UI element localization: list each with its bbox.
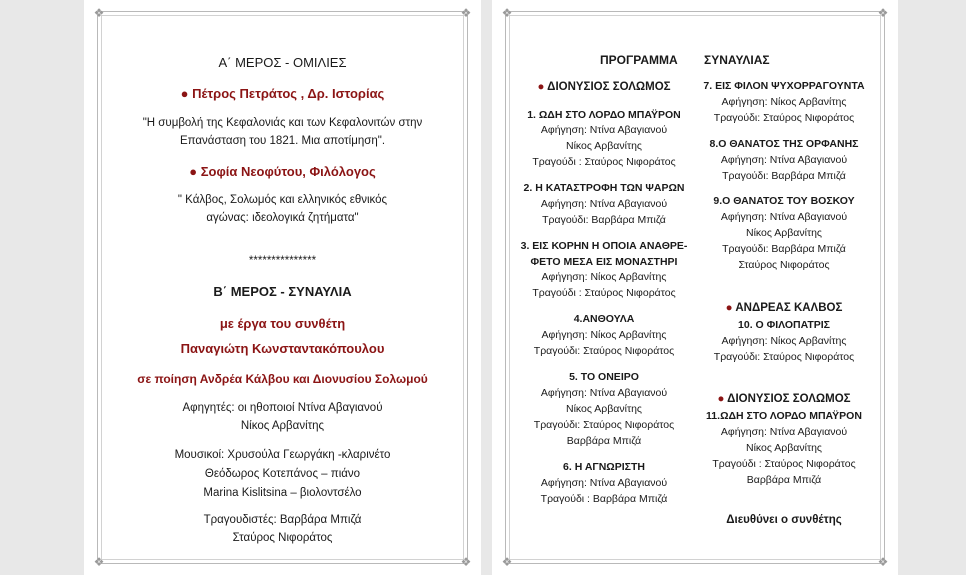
separator: *************** — [248, 255, 317, 267]
program-item-line: Αφήγηση: Ντίνα Αβαγιανού — [720, 426, 848, 438]
ornament-corner-icon: ❖ — [877, 6, 889, 20]
ornament-corner-icon: ❖ — [93, 555, 105, 569]
program-item-line: Τραγούδι: Σταύρος Νιφοράτος — [533, 345, 675, 357]
composer-heading: ● ΔΙΟΝΥΣΙΟΣ ΣΟΛΩΜΟΣ — [537, 81, 671, 93]
program-item-line: Τραγούδι : Βαρβάρα Μπιζά — [540, 493, 668, 505]
talk-2-line-1: " Κάλβος, Σολωμός και ελληνικός εθνικός — [177, 194, 388, 206]
program-item-line: Αφήγηση: Ντίνα Αβαγιανού — [720, 154, 848, 166]
program-item-line: Τραγούδι: Βαρβάρα Μπιζά — [722, 170, 846, 182]
works-line-2: Παναγιώτη Κωνσταντακόπουλου — [180, 341, 385, 356]
part-b-heading: Β΄ ΜΕΡΟΣ - ΣΥΝΑΥΛΙΑ — [213, 284, 352, 299]
program-item-line: Τραγούδι : Σταύρος Νιφοράτος — [712, 458, 856, 470]
program-item-line: Βαρβάρα Μπιζά — [566, 435, 642, 447]
program-item-line: Σταύρος Νιφοράτος — [738, 259, 830, 271]
musicians-line-1: Μουσικοί: Χρυσούλα Γεωργάκη -κλαρινέτο — [174, 449, 391, 461]
program-item-line: Τραγούδι: Βαρβάρα Μπιζά — [722, 243, 846, 255]
program-item-title: 2. Η ΚΑΤΑΣΤΡΟΦΗ ΤΩΝ ΨΑΡΩΝ — [523, 182, 685, 194]
program-item-line: Τραγούδι : Σταύρος Νιφοράτος — [532, 156, 676, 168]
talk-1-line-2: Επανάσταση του 1821. Μια αποτίμηση". — [179, 135, 386, 147]
works-line-1: με έργα του συνθέτη — [219, 316, 346, 331]
program-item-title: 4.ΑΝΘΟΥΛΑ — [573, 313, 635, 325]
ornament-corner-icon: ❖ — [877, 555, 889, 569]
program-item-title: 6. Η ΑΓΝΩΡΙΣΤΗ — [563, 461, 645, 473]
musicians-line-3: Marina Kislitsina – βιολοντσέλο — [203, 487, 362, 499]
part-a-heading: Α΄ ΜΕΡΟΣ - ΟΜΙΛΙΕΣ — [218, 55, 347, 70]
ornament-corner-icon: ❖ — [460, 6, 472, 20]
program-item-title: 7. ΕΙΣ ΦΙΛΟΝ ΨΥΧΟΡΡΑΓΟΥΝΤΑ — [703, 80, 865, 92]
program-item-line: Αφήγηση: Ντίνα Αβαγιανού — [540, 124, 668, 136]
program-right-page — [492, 0, 898, 575]
narrators-line-1: Αφηγητές: οι ηθοποιοί Ντίνα Αβαγιανού — [182, 402, 383, 414]
singers-line-2: Σταύρος Νιφοράτος — [232, 532, 333, 544]
program-item-line: Τραγούδι: Βαρβάρα Μπιζά — [542, 214, 666, 226]
program-item-line: Τραγούδι: Σταύρος Νιφοράτος — [713, 112, 855, 124]
program-title-word-1: ΠΡΟΓΡΑΜΜΑ — [600, 53, 678, 67]
program-item-line: Αφήγηση: Νίκος Αρβανίτης — [721, 335, 847, 347]
talk-1-line-1: "Η συμβολή της Κεφαλονιάς και των Κεφαλονιτών στην — [142, 117, 423, 129]
ornament-corner-icon: ❖ — [460, 555, 472, 569]
program-item-title: 5. ΤΟ ΟΝΕΙΡΟ — [569, 371, 639, 383]
bullet-icon: ● — [717, 393, 725, 405]
program-left-page — [84, 0, 481, 575]
program-item-line: Αφήγηση: Νίκος Αρβανίτης — [541, 329, 667, 341]
ornament-corner-icon: ❖ — [501, 6, 513, 20]
program-item-title: 9.Ο ΘΑΝΑΤΟΣ ΤΟΥ ΒΟΣΚΟΥ — [713, 195, 855, 207]
ornament-corner-icon: ❖ — [501, 555, 513, 569]
program-item-title: 8.Ο ΘΑΝΑΤΟΣ ΤΗΣ ΟΡΦΑΝΗΣ — [709, 138, 859, 150]
program-title-word-2: ΣΥΝΑΥΛΙΑΣ — [704, 53, 770, 67]
program-item-line: Νίκος Αρβανίτης — [566, 403, 642, 415]
program-item-line: Αφήγηση: Ντίνα Αβαγιανού — [540, 198, 668, 210]
singers-line-1: Τραγουδιστές: Βαρβάρα Μπιζά — [203, 514, 362, 526]
composer-heading: ● ΑΝΔΡΕΑΣ ΚΑΛΒΟΣ — [725, 302, 843, 314]
ornament-corner-icon: ❖ — [93, 6, 105, 20]
program-item-line: Νίκος Αρβανίτης — [566, 140, 642, 152]
talk-2-line-2: αγώνας: ιδεολογικά ζητήματα" — [206, 212, 359, 224]
program-item-title: 11.ΩΔΗ ΣΤΟ ΛΟΡΔΟ ΜΠΑΫΡΟΝ — [706, 410, 862, 422]
program-item-title: 10. Ο ΦΙΛΟΠΑΤΡΙΣ — [738, 319, 830, 331]
program-item-line: Τραγούδι : Σταύρος Νιφοράτος — [532, 287, 676, 299]
narrators-line-2: Νίκος Αρβανίτης — [240, 420, 325, 432]
composer-heading: ● ΔΙΟΝΥΣΙΟΣ ΣΟΛΩΜΟΣ — [717, 393, 851, 405]
conductor-line: Διευθύνει ο συνθέτης — [726, 514, 842, 526]
program-item-line: Αφήγηση: Νίκος Αρβανίτης — [721, 96, 847, 108]
program-item-line: Βαρβάρα Μπιζά — [746, 474, 822, 486]
program-item-line: Νίκος Αρβανίτης — [746, 227, 822, 239]
program-item-line: Αφήγηση: Νίκος Αρβανίτης — [541, 271, 667, 283]
speaker-1: ● Πέτρος Πετράτος , Δρ. Ιστορίας — [180, 86, 385, 101]
program-item-title: ΦΕΤΟ ΜΕΣΑ ΕΙΣ ΜΟΝΑΣΤΗΡΙ — [530, 256, 678, 268]
poetry-line: σε ποίηση Ανδρέα Κάλβου και Διονυσίου Σολωμού — [137, 372, 428, 386]
program-item-line: Αφήγηση: Ντίνα Αβαγιανού — [540, 387, 668, 399]
program-item-title: 3. ΕΙΣ ΚΟΡΗΝ Η ΟΠΟΙΑ ΑΝΑΘΡΕ- — [520, 240, 688, 252]
program-item-line: Αφήγηση: Ντίνα Αβαγιανού — [720, 211, 848, 223]
program-item-line: Τραγούδι: Σταύρος Νιφοράτος — [713, 351, 855, 363]
musicians-line-2: Θεόδωρος Κοτεπάνος – πιάνο — [204, 468, 361, 480]
bullet-icon: ● — [537, 81, 545, 93]
program-item-line: Τραγούδι: Σταύρος Νιφοράτος — [533, 419, 675, 431]
program-item-title: 1. ΩΔΗ ΣΤΟ ΛΟΡΔΟ ΜΠΑΫΡΟΝ — [527, 109, 681, 121]
program-item-line: Αφήγηση: Ντίνα Αβαγιανού — [540, 477, 668, 489]
program-item-line: Νίκος Αρβανίτης — [746, 442, 822, 454]
bullet-icon: ● — [725, 302, 733, 314]
speaker-2: ● Σοφία Νεοφύτου, Φιλόλογος — [189, 164, 376, 179]
